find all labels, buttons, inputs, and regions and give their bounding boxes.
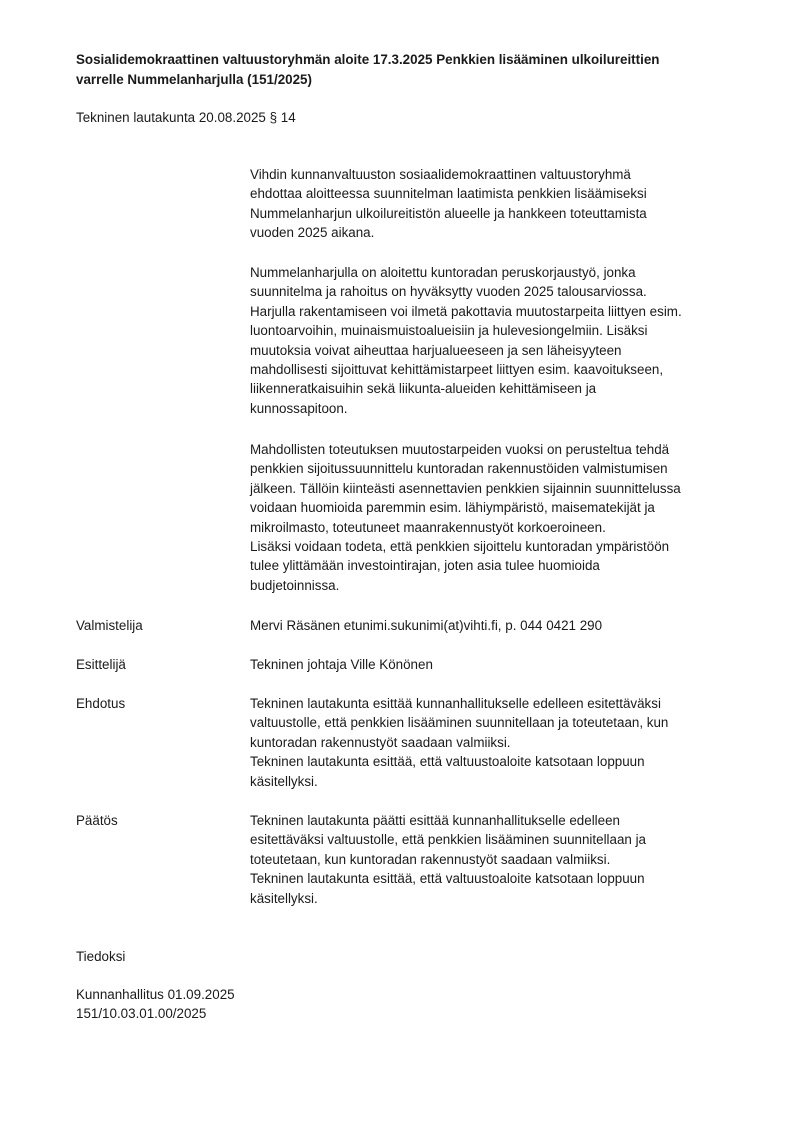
text-line: Harjulla rakentamiseen voi ilmetä pakottavia muutostarpeita liittyen esim. <box>250 303 682 319</box>
paatos-label: Päätös <box>76 813 118 828</box>
text-line: Tekninen lautakunta esittää kunnanhallitukselle edelleen esitettäväksi <box>250 696 661 711</box>
text-line: liikenneratkaisuihin sekä liikunta-alueiden kehittämiseen ja <box>250 381 597 397</box>
text-line: Lisäksi voidaan todeta, että penkkien sijoittelu kuntoradan ympäristöön <box>250 539 670 555</box>
text-line: tulee ylittämään investointirajan, joten asia tulee huomioida <box>250 558 600 574</box>
meeting-reference: Tekninen lautakunta 20.08.2025 § 14 <box>76 110 296 125</box>
text-line: voidaan huomioida paremmin esim. lähiympäristö, maisematekijät ja <box>250 500 655 516</box>
text-line: Tekninen johtaja Ville Könönen <box>250 657 433 672</box>
document-title <box>76 50 726 89</box>
ehdotus-text <box>250 694 750 791</box>
text-line: Nummelanharjulla on aloitettu kuntoradan peruskorjaustyö, jonka <box>250 265 636 280</box>
valmistelija-value <box>250 616 750 635</box>
ehdotus-label: Ehdotus <box>76 696 126 711</box>
title-line: Sosialidemokraattinen valtuustoryhmän aloite 17.3.2025 Penkkien lisääminen ulkoilureittien <box>76 52 660 67</box>
text-line: kuntoradan rakennustyöt saadaan valmiiksi. <box>250 734 511 750</box>
text-line: jälkeen. Tällöin kiinteästi asennettavien penkkien sijainnin suunnittelussa <box>250 480 681 496</box>
text-line: Mervi Räsänen etunimi.sukunimi(at)vihti.fi, p. 044 0421 290 <box>250 618 603 633</box>
text-line: käsitellyksi. <box>250 773 318 789</box>
text-line: Kunnanhallitus 01.09.2025 <box>76 987 235 1002</box>
esittelija-value <box>250 655 750 674</box>
text-line: Nummelanharjun ulkoilureitistön alueelle ja hankkeen toteuttamista <box>250 205 647 221</box>
text-line: käsitellyksi. <box>250 890 318 906</box>
text-line: Tekninen lautakunta päätti esittää kunnanhallitukselle edelleen <box>250 813 620 828</box>
esittelija-label: Esittelijä <box>76 657 126 672</box>
text-line: toteutetaan, kun kuntoradan rakennustyöt saadaan valmiiksi. <box>250 851 611 867</box>
text-line: budjetoinnissa. <box>250 577 340 593</box>
text-line: esitettäväksi valtuustolle, että penkkien lisääminen suunnitellaan ja <box>250 832 647 848</box>
text-line: muutoksia voivat aiheuttaa harjualueeseen ja sen läheisyyteen <box>250 342 622 358</box>
valmistelija-label: Valmistelija <box>76 618 143 633</box>
title-line: varrelle Nummelanharjulla (151/2025) <box>76 71 312 87</box>
text-line: kunnossapitoon. <box>250 400 348 416</box>
text-line: Mahdollisten toteutuksen muutostarpeiden vuoksi on perusteltua tehdä <box>250 442 670 457</box>
text-line: vuoden 2025 aikana. <box>250 225 375 241</box>
text-line: mikroilmasto, toteutuneet maanrakennustyöt korkoeroineen. <box>250 519 606 535</box>
body-paragraph-3 <box>250 440 750 595</box>
text-line: penkkien sijoitussuunnittelu kuntoradan rakennustöiden valmistumisen <box>250 461 668 477</box>
text-line: Tekninen lautakunta esittää, että valtuustoaloite katsotaan loppuun <box>250 871 645 887</box>
text-line: Tekninen lautakunta esittää, että valtuustoaloite katsotaan loppuun <box>250 754 645 770</box>
text-line: suunnitelma ja rahoitus on hyväksytty vuoden 2025 talousarviossa. <box>250 284 647 300</box>
body-paragraph-1 <box>250 165 750 243</box>
tiedoksi-heading: Tiedoksi <box>76 949 126 964</box>
paatos-text <box>250 811 750 908</box>
body-paragraph-2 <box>250 263 750 418</box>
text-line: ehdottaa aloitteessa suunnitelman laatimista penkkien lisäämiseksi <box>250 186 647 202</box>
text-line: 151/10.03.01.00/2025 <box>76 1006 207 1022</box>
text-line: luontoarvoihin, muinaismuistoalueisiin ja hulevesiongelmiin. Lisäksi <box>250 323 648 339</box>
distribution-list <box>76 985 235 1024</box>
text-line: valtuustolle, että penkkien lisääminen suunnitellaan ja toteutetaan, kun <box>250 715 669 731</box>
text-line: mahdollisesti sijoittuvat kehittämistarpeet liittyen esim. kaavoitukseen, <box>250 362 664 378</box>
text-line: Vihdin kunnanvaltuuston sosiaalidemokraattinen valtuustoryhmä <box>250 167 631 182</box>
